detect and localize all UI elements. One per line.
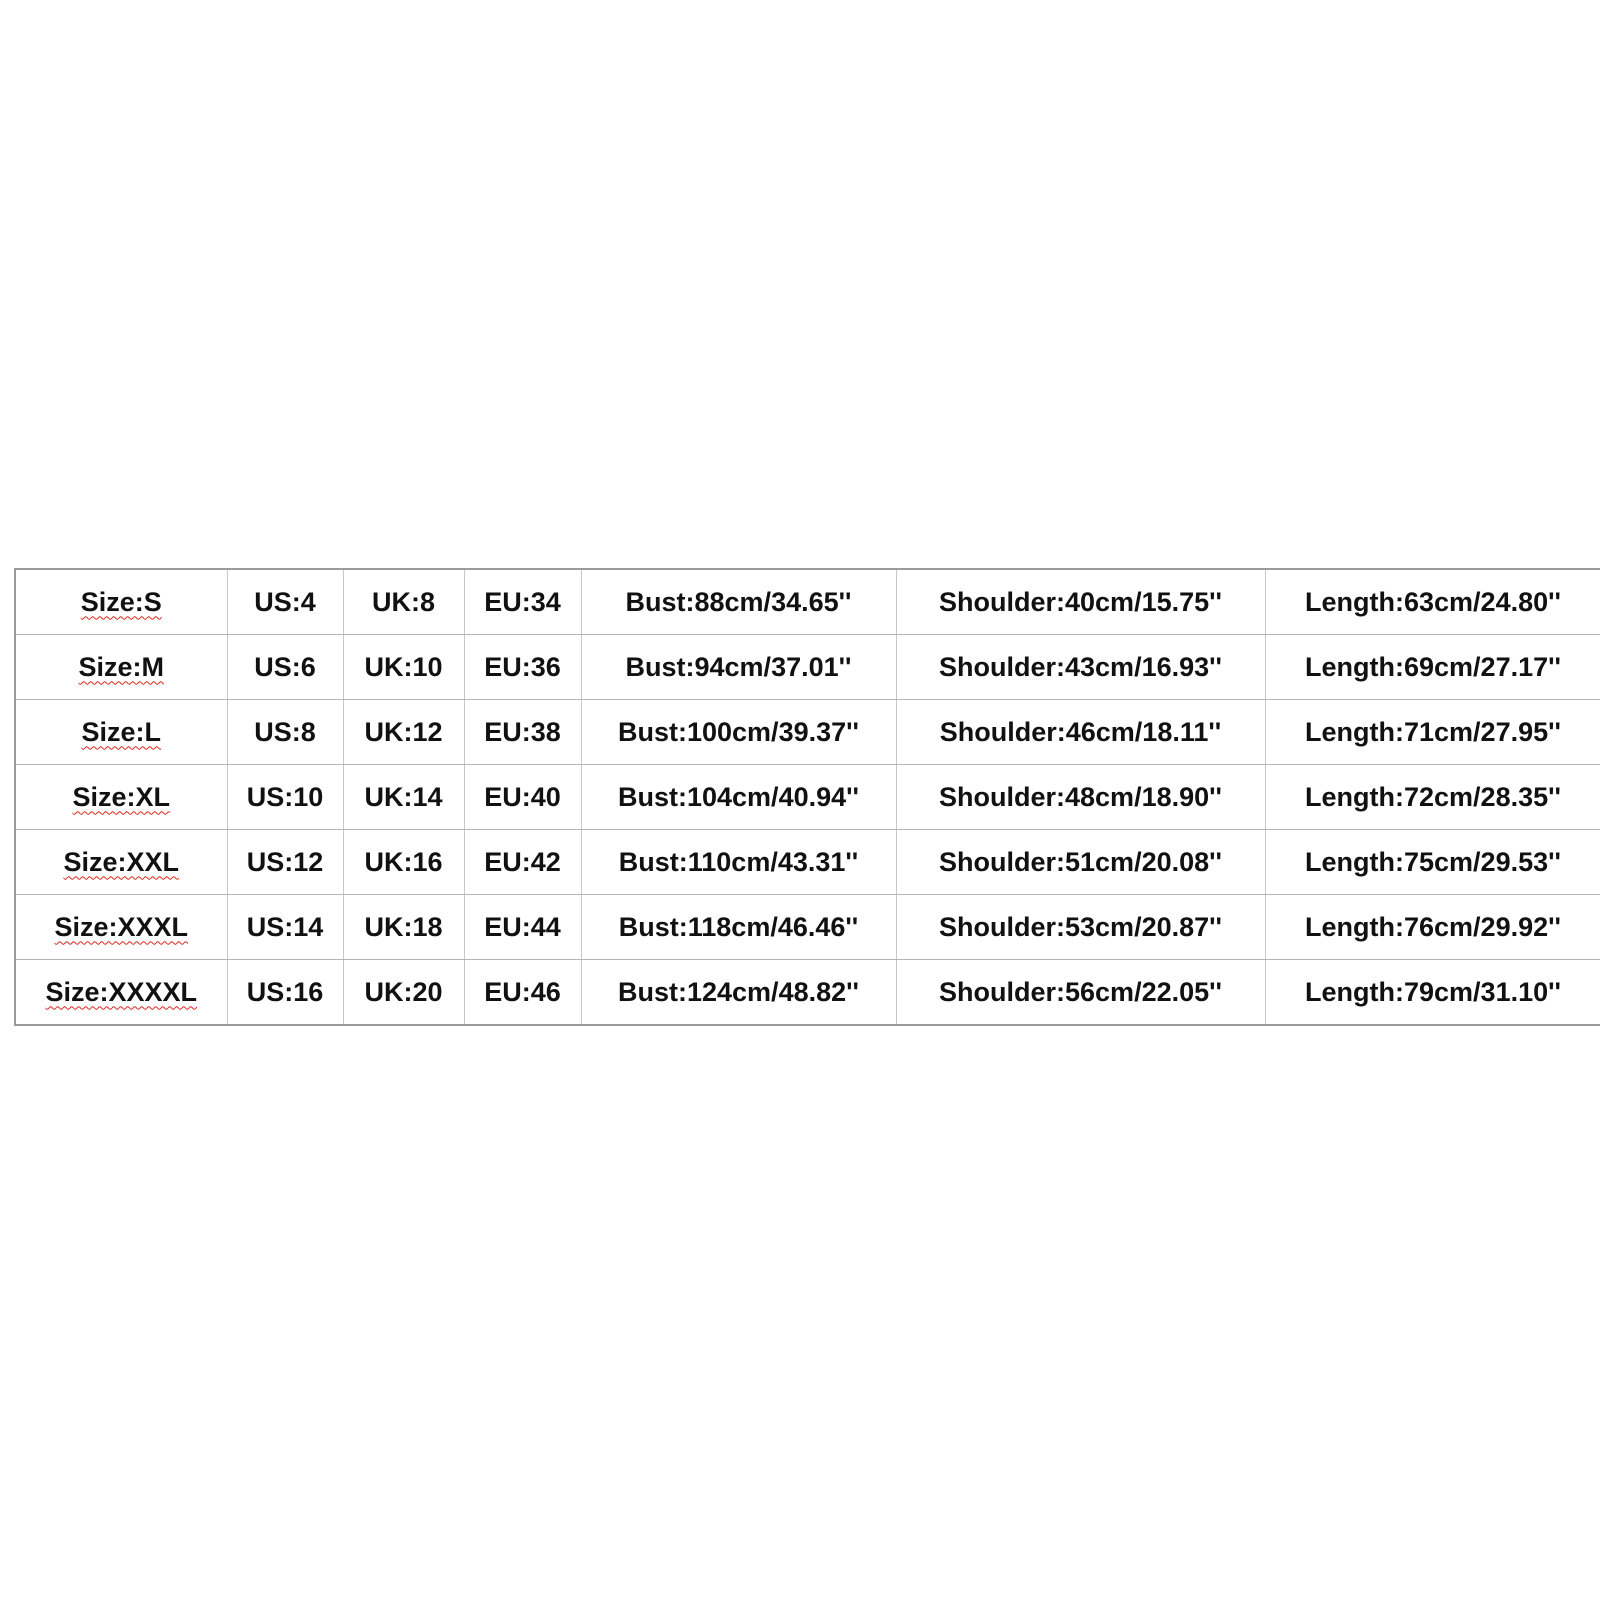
shoulder-cell: Shoulder:48cm/18.90'' (896, 765, 1265, 830)
length-cell: Length:72cm/28.35'' (1265, 765, 1600, 830)
us-size-cell: US:14 (227, 895, 343, 960)
eu-size-cell: EU:40 (464, 765, 581, 830)
bust-cell: Bust:94cm/37.01'' (581, 635, 896, 700)
length-cell: Length:75cm/29.53'' (1265, 830, 1600, 895)
uk-size-cell: UK:16 (343, 830, 464, 895)
uk-size-cell: UK:20 (343, 960, 464, 1026)
size-label: Size:M (78, 651, 164, 682)
uk-size-cell: UK:14 (343, 765, 464, 830)
bust-cell: Bust:110cm/43.31'' (581, 830, 896, 895)
eu-size-cell: EU:38 (464, 700, 581, 765)
us-size-cell: US:6 (227, 635, 343, 700)
table-row (15, 700, 1600, 765)
length-cell: Length:71cm/27.95'' (1265, 700, 1600, 765)
table-row (15, 569, 1600, 635)
uk-size-cell: UK:10 (343, 635, 464, 700)
bust-cell: Bust:104cm/40.94'' (581, 765, 896, 830)
length-cell: Length:69cm/27.17'' (1265, 635, 1600, 700)
us-size-cell: US:12 (227, 830, 343, 895)
shoulder-cell: Shoulder:46cm/18.11'' (896, 700, 1265, 765)
bust-cell: Bust:100cm/39.37'' (581, 700, 896, 765)
table-row (15, 895, 1600, 960)
size-cell (15, 960, 227, 1026)
size-cell (15, 895, 227, 960)
shoulder-cell: Shoulder:40cm/15.75'' (896, 569, 1265, 635)
size-cell (15, 569, 227, 635)
us-size-cell: US:4 (227, 569, 343, 635)
size-label: Size:XXL (63, 846, 180, 877)
size-label: Size:L (81, 716, 161, 747)
eu-size-cell: EU:42 (464, 830, 581, 895)
shoulder-cell: Shoulder:43cm/16.93'' (896, 635, 1265, 700)
size-cell (15, 830, 227, 895)
us-size-cell: US:8 (227, 700, 343, 765)
eu-size-cell: EU:44 (464, 895, 581, 960)
table-row (15, 960, 1600, 1026)
shoulder-cell: Shoulder:51cm/20.08'' (896, 830, 1265, 895)
uk-size-cell: UK:12 (343, 700, 464, 765)
size-label: Size:XL (72, 781, 171, 812)
length-cell: Length:76cm/29.92'' (1265, 895, 1600, 960)
eu-size-cell: EU:36 (464, 635, 581, 700)
table-row (15, 765, 1600, 830)
eu-size-cell: EU:34 (464, 569, 581, 635)
size-label: Size:XXXL (54, 911, 189, 942)
length-cell: Length:63cm/24.80'' (1265, 569, 1600, 635)
us-size-cell: US:16 (227, 960, 343, 1026)
uk-size-cell: UK:8 (343, 569, 464, 635)
eu-size-cell: EU:46 (464, 960, 581, 1026)
size-label: Size:XXXXL (45, 976, 198, 1007)
table-row (15, 830, 1600, 895)
size-cell (15, 635, 227, 700)
size-chart-table (14, 568, 1600, 1026)
size-cell (15, 765, 227, 830)
table-row (15, 635, 1600, 700)
shoulder-cell: Shoulder:53cm/20.87'' (896, 895, 1265, 960)
size-cell (15, 700, 227, 765)
bust-cell: Bust:88cm/34.65'' (581, 569, 896, 635)
length-cell: Length:79cm/31.10'' (1265, 960, 1600, 1026)
uk-size-cell: UK:18 (343, 895, 464, 960)
us-size-cell: US:10 (227, 765, 343, 830)
shoulder-cell: Shoulder:56cm/22.05'' (896, 960, 1265, 1026)
bust-cell: Bust:124cm/48.82'' (581, 960, 896, 1026)
size-label: Size:S (80, 586, 162, 617)
bust-cell: Bust:118cm/46.46'' (581, 895, 896, 960)
